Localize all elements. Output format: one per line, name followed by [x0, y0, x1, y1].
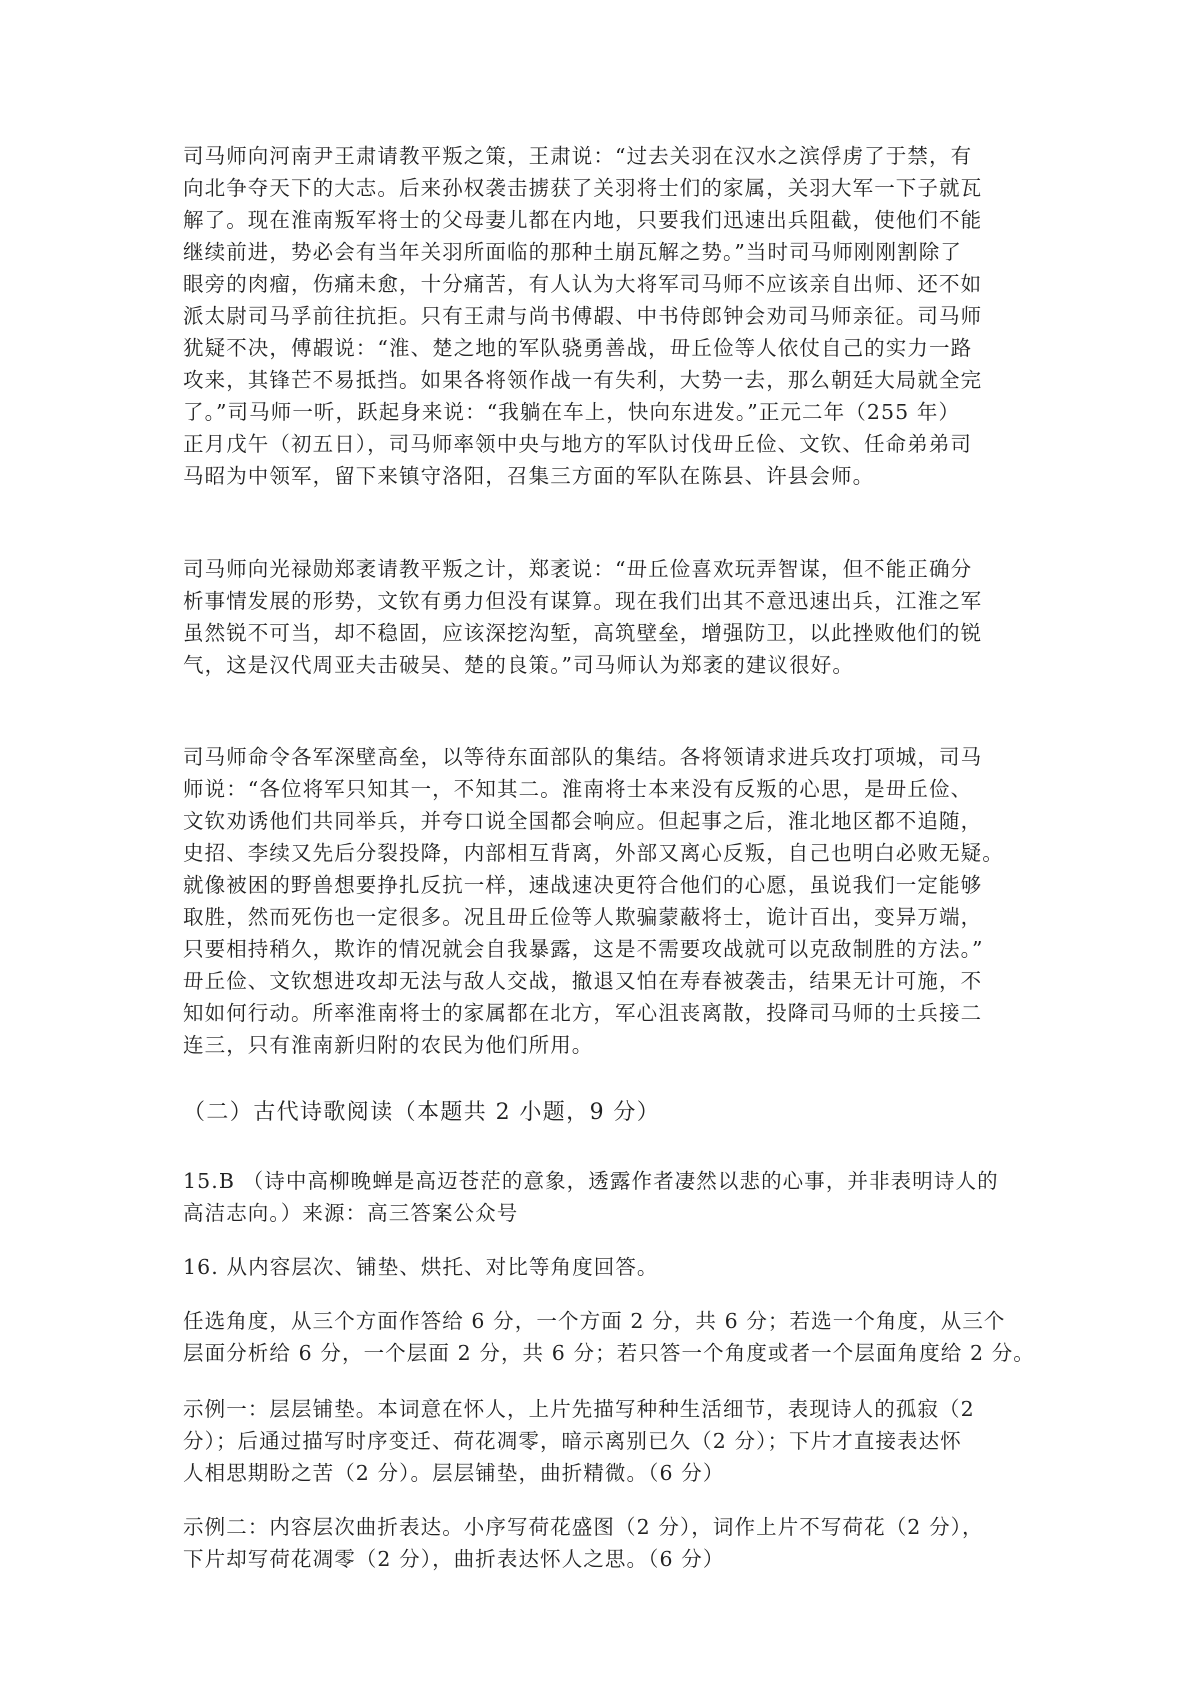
- text-line: 下片却写荷花凋零（2 分），曲折表达怀人之思。（6 分）: [183, 1547, 725, 1571]
- text-line: 只要相持稍久，欺诈的情况就会自我暴露，这是不需要攻战就可以克敌制胜的方法。”: [183, 937, 984, 961]
- text-line: 向北争夺天下的大志。后来孙权袭击掳获了关羽将士们的家属，关羽大军一下子就瓦: [183, 176, 983, 200]
- text-line: 层面分析给 6 分，一个层面 2 分，共 6 分；若只答一个角度或者一个层面角度给 2 分。: [183, 1341, 1035, 1365]
- text-line: 马昭为中领军，留下来镇守洛阳，召集三方面的军队在陈县、许县会师。: [183, 464, 875, 488]
- text-line: 高洁志向。）来源：高三答案公众号: [183, 1201, 519, 1225]
- text-line: 气，这是汉代周亚夫击破吴、楚的良策。”司马师认为郑袤的建议很好。: [183, 653, 854, 677]
- scoring-rules: [183, 1305, 1035, 1369]
- text-line: 示例二：内容层次曲折表达。小序写荷花盛图（2 分），词作上片不写荷花（2 分），: [183, 1515, 984, 1539]
- example-one: [183, 1393, 1025, 1489]
- text-line: 示例一：层层铺垫。本词意在怀人，上片先描写种种生活细节，表现诗人的孤寂（2: [183, 1397, 975, 1421]
- text-line: 知如何行动。所率淮南将士的家属都在北方，军心沮丧离散，投降司马师的士兵接二: [183, 1001, 983, 1025]
- example-two: [183, 1511, 1025, 1575]
- text-line: 派太尉司马孚前往抗拒。只有王肃与尚书傅嘏、中书侍郎钟会劝司马师亲征。司马师: [183, 304, 983, 328]
- text-line: 了。”司马师一听，跃起身来说：“我躺在车上，快向东进发。”正元二年（255 年）: [183, 400, 961, 424]
- text-line: 眼旁的肉瘤，伤痛未愈，十分痛苦，有人认为大将军司马师不应该亲自出师、还不如: [183, 272, 983, 296]
- paragraph-zheng-mao: [183, 553, 1025, 681]
- text-line: 任选角度，从三个方面作答给 6 分，一个方面 2 分，共 6 分；若选一个角度，从三个: [183, 1309, 1006, 1333]
- text-line: 攻来，其锋芒不易抵挡。如果各将领作战一有失利，大势一去，那么朝廷大局就全完: [183, 368, 983, 392]
- text-line: 司马师命令各军深壁高垒，以等待东面部队的集结。各将领请求进兵攻打项城，司马: [183, 745, 983, 769]
- text-line: 司马师向光禄勋郑袤请教平叛之计，郑袤说：“毌丘俭喜欢玩弄智谋，但不能正确分: [183, 557, 973, 581]
- text-line: 正月戊午（初五日），司马师率领中央与地方的军队讨伐毌丘俭、文钦、任命弟弟司: [183, 432, 972, 456]
- text-line: 15.B （诗中高柳晚蝉是高迈苍茫的意象，透露作者凄然以悲的心事，并非表明诗人的: [183, 1169, 999, 1193]
- text-line: 解了。现在淮南叛军将士的父母妻儿都在内地，只要我们迅速出兵阻截，使他们不能: [183, 208, 983, 232]
- text-line: 毌丘俭、文钦想进攻却无法与敌人交战，撤退又怕在寿春被袭击，结果无计可施，不: [183, 969, 983, 993]
- answer-16: [183, 1251, 1025, 1283]
- text-line: 司马师向河南尹王肃请教平叛之策，王肃说：“过去关羽在汉水之滨俘虏了于禁，有: [183, 144, 973, 168]
- section-heading-poetry: [183, 1095, 1025, 1131]
- section-title: （二）古代诗歌阅读（本题共 2 小题，9 分）: [183, 1100, 661, 1125]
- text-line: 分）；后通过描写时序变迁、荷花凋零，暗示离别已久（2 分）；下片才直接表达怀: [183, 1429, 962, 1453]
- text-line: 人相思期盼之苦（2 分）。层层铺垫，曲折精微。（6 分）: [183, 1461, 725, 1485]
- text-line: 取胜，然而死伤也一定很多。况且毌丘俭等人欺骗蒙蔽将士，诡计百出，变异万端，: [183, 905, 983, 929]
- text-line: 16. 从内容层次、铺垫、烘托、对比等角度回答。: [183, 1255, 659, 1279]
- text-line: 连三，只有淮南新归附的农民为他们所用。: [183, 1033, 594, 1057]
- text-line: 犹疑不决，傅嘏说：“淮、楚之地的军队骁勇善战，毌丘俭等人依仗自己的实力一路: [183, 336, 973, 360]
- text-line: 虽然锐不可当，却不稳固，应该深挖沟堑，高筑壁垒，增强防卫，以此挫败他们的锐: [183, 621, 983, 645]
- text-line: 就像被困的野兽想要挣扎反抗一样，速战速决更符合他们的心愿，虽说我们一定能够: [183, 873, 983, 897]
- text-line: 师说：“各位将军只知其一，不知其二。淮南将士本来没有反叛的心思，是毌丘俭、: [183, 777, 973, 801]
- text-line: 析事情发展的形势，文钦有勇力但没有谋算。现在我们出其不意迅速出兵，江淮之军: [183, 589, 983, 613]
- paragraph-sima-shi-wang-su: [183, 140, 1025, 492]
- paragraph-deep-walls: [183, 741, 1025, 1061]
- text-line: 史招、李续又先后分裂投降，内部相互背离，外部又离心反叛，自己也明白必败无疑。: [183, 841, 1004, 865]
- text-line: 继续前进，势必会有当年关羽所面临的那种土崩瓦解之势。”当时司马师刚刚割除了: [183, 240, 962, 264]
- answer-15: [183, 1165, 1025, 1229]
- text-line: 文钦劝诱他们共同举兵，并夸口说全国都会响应。但起事之后，淮北地区都不追随，: [183, 809, 983, 833]
